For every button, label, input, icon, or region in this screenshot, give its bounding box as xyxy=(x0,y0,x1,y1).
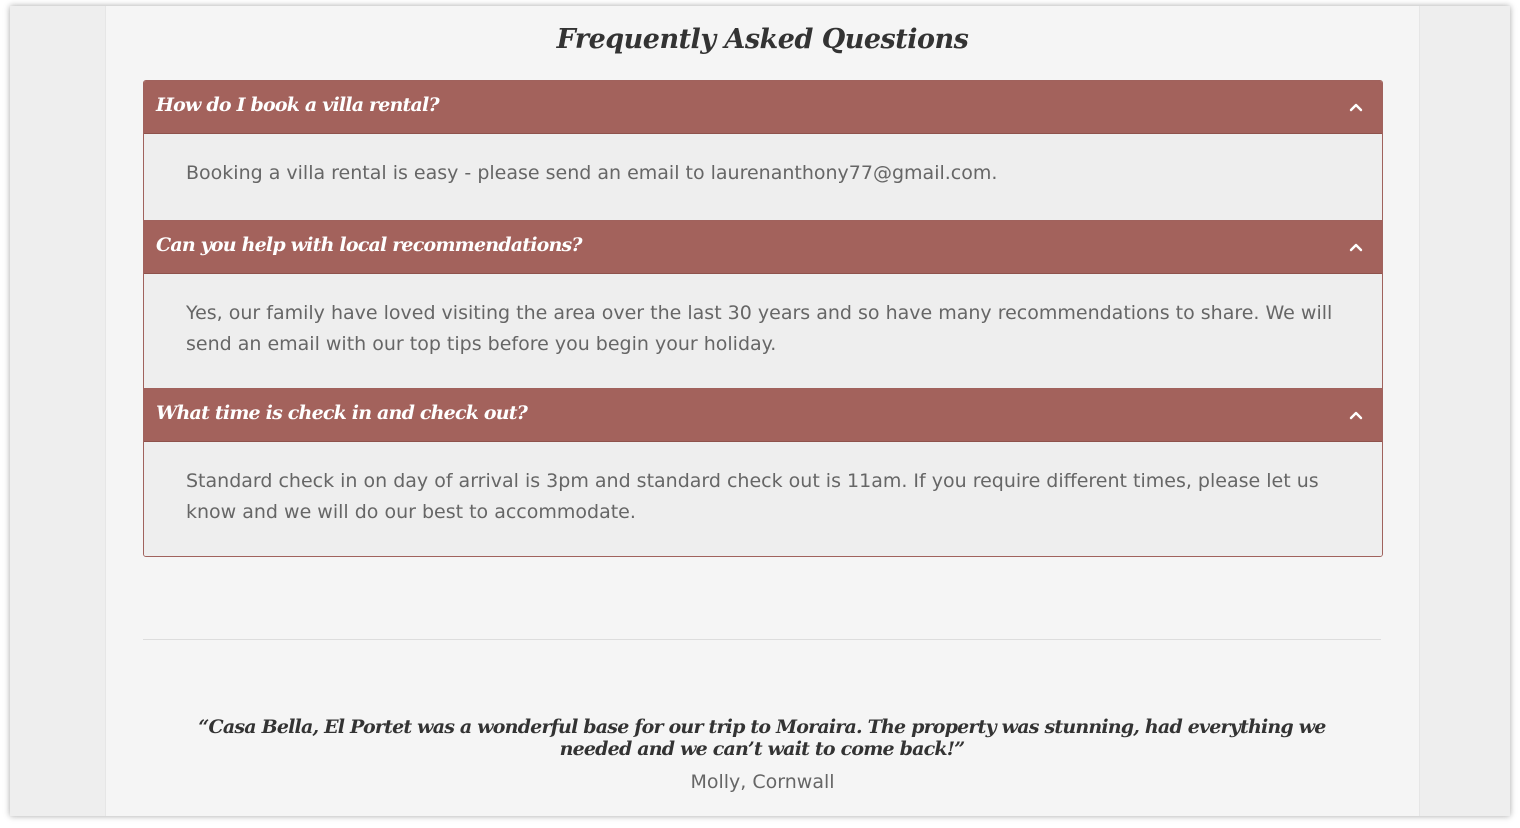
chevron-up-icon xyxy=(1348,239,1364,255)
faq-answer-check-in: Standard check in on day of arrival is 3pm and standard check out is 11am. If you require different times, please let us know and we will do our best to accommodate. xyxy=(144,442,1382,556)
chevron-up-icon xyxy=(1348,99,1364,115)
chevron-up-icon xyxy=(1348,407,1364,423)
faq-answer-booking: Booking a villa rental is easy - please send an email to laurenanthony77@gmail.com. xyxy=(144,134,1382,221)
testimonial-author: Molly, Cornwall xyxy=(690,771,835,793)
testimonial-quote: “Casa Bella, El Portet was a wonderful base for our trip to Moraira. The property was stunning, had everything we needed and we can’t wait to come back!” xyxy=(198,716,1326,760)
page-content xyxy=(105,6,1420,816)
faq-answer-recommendations: Yes, our family have loved visiting the area over the last 30 years and so have many recommendations to share. We will send an email with our top tips before you begin your holiday. xyxy=(144,274,1382,389)
faq-question-label: How do I book a villa rental? xyxy=(156,94,439,116)
faq-question-check-in[interactable] xyxy=(144,389,1382,442)
faq-question-booking[interactable] xyxy=(144,81,1382,134)
faq-question-label: What time is check in and check out? xyxy=(156,402,528,424)
faq-accordion xyxy=(143,80,1383,557)
section-divider xyxy=(143,639,1381,640)
browser-frame xyxy=(10,6,1510,816)
faq-question-label: Can you help with local recommendations? xyxy=(156,234,582,256)
faq-title: Frequently Asked Questions xyxy=(556,24,969,55)
faq-question-recommendations[interactable] xyxy=(144,221,1382,274)
